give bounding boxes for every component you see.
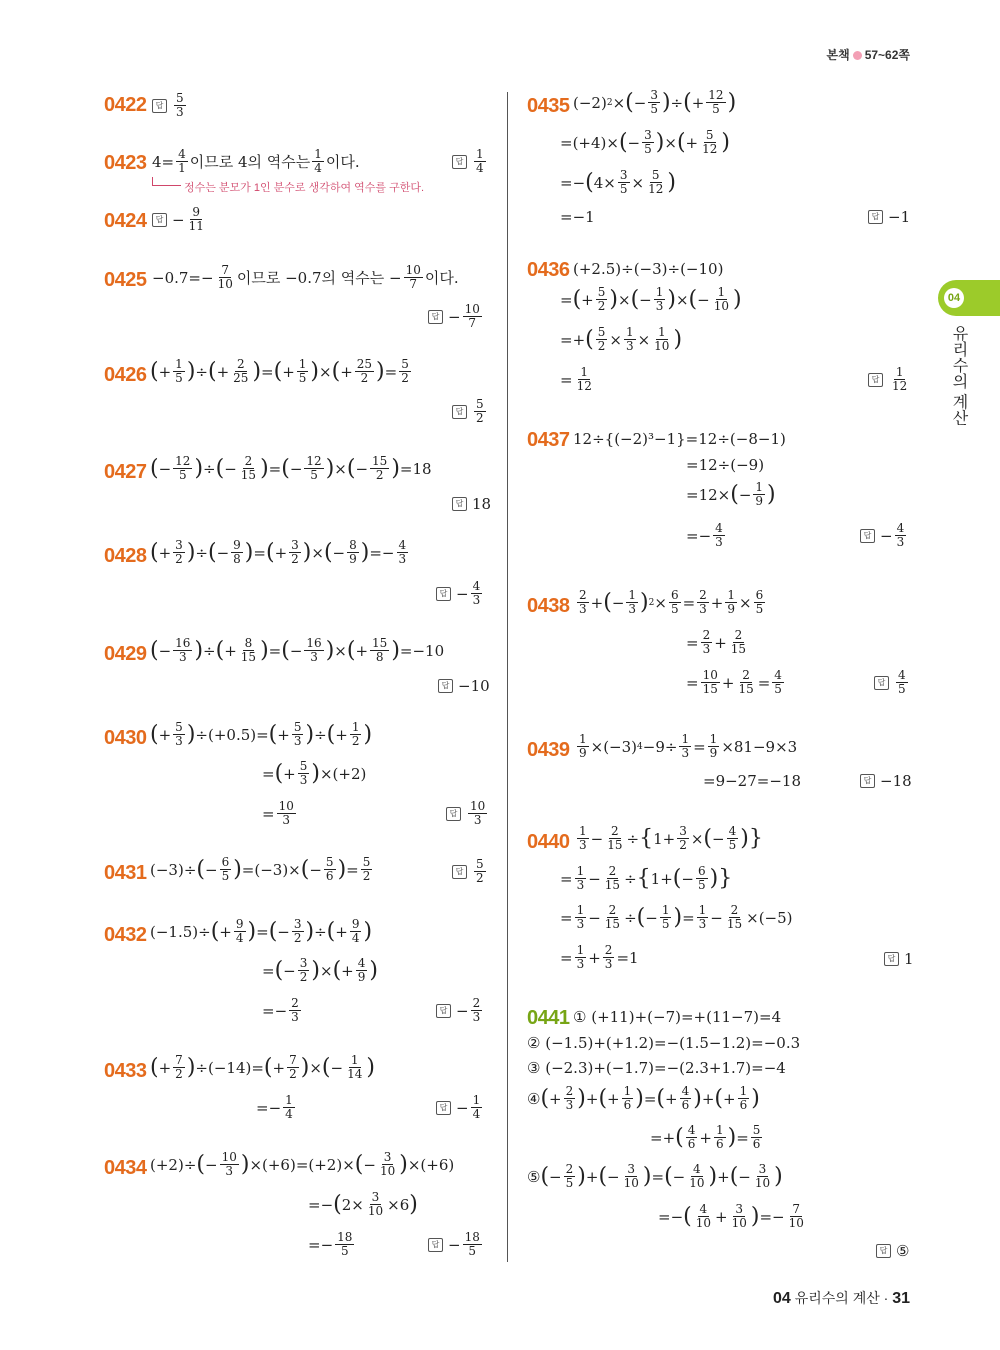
page-range-header: [827, 46, 910, 63]
solution-line: =+ ( $\frac{4}{6}$ + $\frac{1}{6}$ ) = $\frac{5}{6}$: [650, 1123, 761, 1151]
solution-line: = ( + $\frac{5}{3}$ ) ×(+2): [262, 759, 367, 787]
page-number: 31: [892, 1290, 910, 1307]
answer: [884, 950, 914, 968]
answer-mark-icon: 답: [868, 210, 883, 224]
problem-number: 0437: [527, 429, 570, 451]
solution-line: $\frac{1}{3}$ − $\frac{2}{15}$ ÷ { 1+ $\frac{3}{2}$ × ( − $\frac{4}{5}$ ) }: [579, 824, 763, 852]
answer-value: −1: [888, 208, 911, 226]
solution-line: 12÷{(−2)³−1}=12÷(−8−1): [573, 430, 786, 448]
column-divider: [507, 92, 508, 1262]
solution-line: ( + $\frac{3}{2}$ ) ÷ ( − $\frac{9}{8}$ ) = ( + $\frac{3}{2}$ ) × ( − $\frac{8}{9}$ ) =− $\frac{4}{3}$: [150, 538, 407, 566]
answer-mark-icon: 답: [876, 1244, 891, 1258]
answer-mark-icon: 답: [452, 405, 467, 419]
solution-line: (−1.5)÷ ( + $\frac{9}{4}$ ) = ( − $\frac{3}{2}$ ) ÷ ( + $\frac{9}{4}$ ): [150, 917, 373, 945]
explanation-note: 정수는 분모가 1인 분수로 생각하여 역수를 구한다.: [184, 182, 425, 194]
solution-line: $\frac{2}{3}$ + ( − $\frac{1}{3}$ ) 2 × $\frac{6}{5}$ = $\frac{2}{3}$ + $\frac{1}{9}$ × $\frac{6}{5}$: [579, 588, 764, 616]
answer-mark-icon: 답: [436, 1101, 451, 1115]
solution-line: =− $\frac{1}{4}$: [256, 1093, 293, 1121]
footer-chapter-number: 04: [773, 1290, 791, 1307]
solution-line: = $\frac{1}{3}$ − $\frac{2}{15}$ ÷ { 1+ ( − $\frac{6}{5}$ ) }: [560, 864, 733, 892]
answer-mark-icon: 답: [152, 213, 167, 227]
solution-line: ( − $\frac{16}{3}$ ) ÷ ( + $\frac{8}{15}$ ) = ( − $\frac{16}{3}$ ) × ( + $\frac{15}{8}$ ) =−10: [150, 636, 445, 664]
answer-mark-icon: 답: [874, 676, 889, 690]
problem-number: 0434: [104, 1157, 147, 1179]
solution-line: =− $\frac{4}{3}$: [686, 521, 723, 549]
answer: 답 − $\frac{4}{3}$: [860, 522, 908, 549]
problem-number: 0427: [104, 461, 147, 483]
problem-number: 0439: [527, 739, 570, 761]
answer-mark-icon: 답: [860, 774, 875, 788]
problem-number: 0440: [527, 831, 570, 853]
answer: 답 $\frac{1}{12}$: [868, 366, 911, 393]
solution-line: (+2.5)÷(−3)÷(−10): [573, 260, 724, 278]
solution-line: ① (+11)+(−7)=+(11−7)=4: [573, 1008, 782, 1026]
solution-line: (+2)÷ ( − $\frac{10}{3}$ ) ×(+6)=(+2)× ( − $\frac{3}{10}$ ) ×(+6): [150, 1150, 455, 1178]
answer-mark-icon: 답: [438, 679, 453, 693]
answer-mark-icon: 답: [436, 587, 451, 601]
problem-number: 0422: [104, 94, 147, 116]
problem-number: 0424: [104, 210, 147, 232]
answer: 답 $\frac{1}{4}$: [452, 148, 488, 175]
book-label: 본책: [826, 48, 850, 62]
answer: [438, 677, 490, 695]
solution-line: =+ ( $\frac{5}{2}$ × $\frac{1}{3}$ × $\frac{1}{10}$ ): [560, 325, 683, 353]
answer-mark-icon: 답: [452, 155, 467, 169]
answer: 답 − $\frac{1}{4}$: [436, 1094, 484, 1121]
answer-value: 1: [904, 950, 914, 968]
answer-value: −18: [880, 772, 912, 790]
problem-number: 0433: [104, 1060, 147, 1082]
solution-line: =−1: [560, 208, 595, 226]
answer-mark-icon: 답: [152, 99, 167, 113]
solution-line: −0.7=− $\frac{7}{10}$ 이므로 −0.7의 역수는 − $\frac{10}{7}$ 이다.: [152, 263, 459, 291]
answer: 답 $\frac{5}{2}$: [452, 858, 488, 885]
solution-line: =− ( $\frac{4}{10}$ + $\frac{3}{10}$ ) =− $\frac{7}{10}$: [658, 1202, 804, 1230]
solution-line: =− ( 2× $\frac{3}{10}$ ×6 ): [308, 1190, 418, 1218]
problem-number: 0430: [104, 727, 147, 749]
answer-mark-icon: 답: [428, 310, 443, 324]
answer-value: −10: [458, 677, 490, 695]
solution-line: =9−27=−18: [703, 772, 801, 790]
footer-separator: ·: [883, 1290, 889, 1306]
problem-number: 0441: [527, 1007, 570, 1029]
solution-line: = $\frac{1}{12}$: [560, 365, 592, 393]
answer: [876, 1242, 909, 1260]
problem-number: 0431: [104, 862, 147, 884]
problem-number: 0428: [104, 545, 147, 567]
answer: 답 − $\frac{18}{5}$: [428, 1231, 484, 1258]
solution-line: = $\frac{1}{3}$ + $\frac{2}{3}$ =1: [560, 943, 639, 971]
page-footer: [773, 1288, 910, 1308]
note-connector: [152, 177, 181, 186]
solution-line: = $\frac{1}{3}$ − $\frac{2}{15}$ ÷ ( − $\frac{1}{5}$ ) = $\frac{1}{3}$ − $\frac{2}{15}$ ×(−5): [560, 903, 793, 931]
solution-line: =− ( 4× $\frac{3}{5}$ × $\frac{5}{12}$ ): [560, 168, 676, 196]
chapter-tab-number: 04: [944, 288, 964, 308]
answer: 답 − $\frac{2}{3}$: [436, 997, 484, 1024]
answer: 답 $\frac{5}{2}$: [452, 398, 488, 425]
solution-line: = ( + $\frac{5}{2}$ ) × ( − $\frac{1}{3}$ ) × ( − $\frac{1}{10}$ ): [560, 285, 742, 313]
problem-number: 0436: [527, 259, 570, 281]
answer-value: 18: [472, 495, 492, 513]
solution-line: =12× ( − $\frac{1}{9}$ ): [686, 480, 776, 508]
problem-number: 0425: [104, 269, 147, 291]
answer-mark-icon: 답: [884, 952, 899, 966]
solution-line: =− $\frac{2}{3}$: [262, 996, 299, 1024]
solution-line: = $\frac{2}{3}$ + $\frac{2}{15}$: [686, 628, 747, 656]
answer: 답 $\frac{10}{3}$: [446, 800, 489, 827]
solution-line: (−3)÷ ( − $\frac{6}{5}$ ) =(−3)× ( − $\frac{5}{6}$ ) = $\frac{5}{2}$: [150, 855, 371, 883]
footer-chapter-title: 유리수의 계산: [794, 1290, 880, 1306]
answer-mark-icon: 답: [436, 1004, 451, 1018]
solution-line: ② (−1.5)+(+1.2)=−(1.5−1.2)=−0.3: [527, 1034, 801, 1052]
answer-mark-icon: 답: [860, 529, 875, 543]
bullet-icon: [853, 51, 862, 60]
solution-line: = $\frac{10}{3}$: [262, 799, 294, 827]
problem-number: 0438: [527, 595, 570, 617]
answer-mark-icon: 답: [446, 807, 461, 821]
chapter-tab-title: 유리수의 계산: [950, 325, 967, 426]
problem-number: 0435: [527, 95, 570, 117]
answer-mark-icon: 답: [868, 373, 883, 387]
solution-line: =12÷(−9): [686, 456, 765, 474]
solution-line: 4= $\frac{4}{1}$ 이므로 4의 역수는 $\frac{1}{4}$ 이다.: [152, 147, 360, 175]
solution-line: ⑤ ( − $\frac{2}{5}$ ) + ( − $\frac{3}{10}$ ) = ( − $\frac{4}{10}$ ) + ( − $\frac{3}{10}$ ): [527, 1162, 783, 1190]
solution-line: ④ ( + $\frac{2}{3}$ ) + ( + $\frac{1}{6}$ ) = ( + $\frac{4}{6}$ ) + ( + $\frac{1}{6}$ ): [527, 1084, 760, 1112]
solution-line: =(+4)× ( − $\frac{3}{5}$ ) × ( + $\frac{5}{12}$ ): [560, 128, 730, 156]
answer: [868, 208, 910, 226]
solution-line: = $\frac{10}{15}$ + $\frac{2}{15}$ = $\frac{4}{5}$: [686, 668, 782, 696]
answer-mark-icon: 답: [428, 1238, 443, 1252]
solution-line: ( + $\frac{7}{2}$ ) ÷(−14)= ( + $\frac{7}{2}$ ) × ( − $\frac{1}{14}$ ): [150, 1053, 375, 1081]
solution-line: ( + $\frac{5}{3}$ ) ÷(+0.5)= ( + $\frac{5}{3}$ ) ÷ ( + $\frac{1}{2}$ ): [150, 720, 373, 748]
problem-number: 0423: [104, 152, 147, 174]
answer: 답 − $\frac{4}{3}$: [436, 580, 484, 607]
answer: 답 $\frac{5}{3}$: [152, 92, 188, 119]
solution-line: ( − $\frac{12}{5}$ ) ÷ ( − $\frac{2}{15}$ ) = ( − $\frac{12}{5}$ ) × ( − $\frac{15}{2}$ ) =18: [150, 454, 432, 482]
problem-number: 0432: [104, 924, 147, 946]
answer: 답 − $\frac{10}{7}$: [428, 303, 484, 330]
answer: [860, 772, 912, 790]
solution-line: ③ (−2.3)+(−1.7)=−(2.3+1.7)=−4: [527, 1059, 786, 1077]
answer-mark-icon: 답: [452, 865, 467, 879]
problem-number: 0426: [104, 364, 147, 386]
solution-line: $\frac{1}{9}$ ×(−3) 4 −9÷ $\frac{1}{3}$ = $\frac{1}{9}$ ×81−9×3: [579, 732, 798, 760]
answer: 답 − $\frac{9}{11}$: [152, 206, 208, 233]
solution-line: =− $\frac{18}{5}$: [308, 1230, 353, 1258]
solution-line: (−2) 2 × ( − $\frac{3}{5}$ ) ÷ ( + $\frac{12}{5}$ ): [573, 88, 737, 116]
page-range: 57~62쪽: [864, 48, 910, 62]
solution-line: = ( − $\frac{3}{2}$ ) × ( + $\frac{4}{9}$ ): [262, 956, 378, 984]
problem-number: 0429: [104, 643, 147, 665]
answer-value: ⑤: [896, 1242, 910, 1260]
solution-line: ( + $\frac{1}{5}$ ) ÷ ( + $\frac{2}{25}$ ) = ( + $\frac{1}{5}$ ) × ( + $\frac{25}{2}$ ) = $\frac{5}{2}$: [150, 357, 409, 385]
answer-mark-icon: 답: [452, 497, 467, 511]
answer: [452, 495, 491, 513]
answer: 답 $\frac{4}{5}$: [874, 669, 910, 696]
